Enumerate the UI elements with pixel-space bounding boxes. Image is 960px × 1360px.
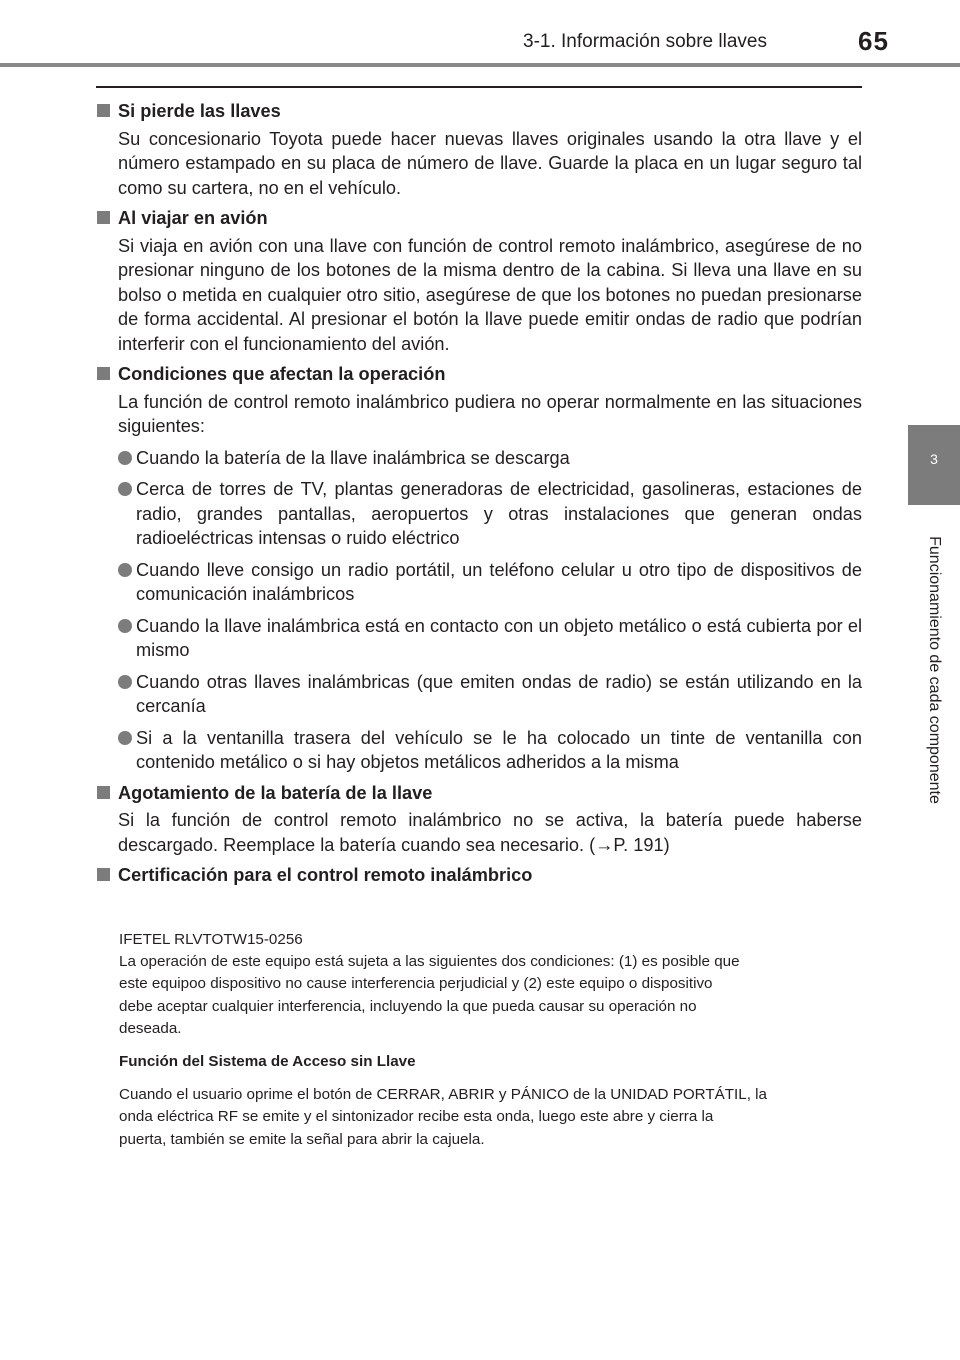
- section-title: 3-1. Información sobre llaves: [523, 31, 767, 52]
- section-paragraph: Su concesionario Toyota puede hacer nuevas llaves originales usando la otra llave y el número estampado en su placa de número de llave. Guarde la placa en un lugar seguro tal como su cartera, no en el vehículo.: [118, 128, 862, 198]
- square-bullet-icon: [97, 868, 110, 881]
- square-bullet-icon: [97, 104, 110, 117]
- circle-bullet-icon: [118, 451, 132, 465]
- list-item: Cerca de torres de TV, plantas generadoras de electricidad, gasolineras, estaciones de radio, grandes pantallas, aeropuertos y otras instalaciones que generan ondas radioeléctricas intensas o ruido eléctrico: [96, 477, 862, 551]
- list-item: Cuando la llave inalámbrica está en contacto con un objeto metálico o está cubierta por el mismo: [96, 614, 862, 663]
- section-heading: Agotamiento de la batería de la llave: [96, 781, 862, 806]
- certification-line: deseada.: [119, 1019, 182, 1037]
- square-bullet-icon: [97, 367, 110, 380]
- chapter-tab: [908, 425, 960, 505]
- square-bullet-icon: [97, 211, 110, 224]
- certification-line: La operación de este equipo está sujeta a las siguientes dos condiciones: (1) es posible que: [119, 953, 740, 971]
- circle-bullet-icon: [118, 619, 132, 633]
- chapter-number: 3: [930, 451, 938, 467]
- certification-line: este equipoo dispositivo no cause interferencia perjudicial y (2) este equipo o dispositivo: [119, 975, 713, 993]
- chapter-label: Funcionamiento de cada componente: [926, 536, 943, 804]
- page-number: 65: [858, 26, 889, 56]
- list-item: Si a la ventanilla trasera del vehículo se le ha colocado un tinte de ventanilla con contenido metálico o si hay objetos metálicos adheridos a la misma: [96, 726, 862, 775]
- content-rule: [96, 86, 862, 88]
- certification-subheading: Función del Sistema de Acceso sin Llave: [119, 1053, 416, 1071]
- section-paragraph: Si la función de control remoto inalámbrico no se activa, la batería puede haberse descargado. Reemplace la batería cuando sea necesario. (→P. 191): [118, 810, 862, 855]
- header-rule: [0, 63, 960, 67]
- certification-line: debe aceptar cualquier interferencia, incluyendo la que pueda causar su operación no: [119, 997, 697, 1015]
- section-paragraph: Si viaja en avión con una llave con función de control remoto inalámbrico, asegúrese de no presionar ninguno de los botones de la misma dentro de la cabina. Si lleva una llave en su bolso o metida en cualquier otro sitio, asegúrese de que los botones no puedan presionarse de forma accidental. Al presionar el botón la llave puede emitir ondas de radio que podrían interferir con el funcionamiento del avión.: [118, 235, 862, 354]
- certification-line: onda eléctrica RF se emite y el sintonizador recibe esta onda, luego este abre y cierra la: [119, 1108, 714, 1126]
- section-heading: Si pierde las llaves: [96, 99, 862, 124]
- certification-line: Cuando el usuario oprime el botón de CERRAR, ABRIR y PÁNICO de la UNIDAD PORTÁTIL, la: [119, 1086, 767, 1104]
- square-bullet-icon: [97, 786, 110, 799]
- circle-bullet-icon: [118, 675, 132, 689]
- section-paragraph: La función de control remoto inalámbrico pudiera no operar normalmente en las situaciones siguientes:: [118, 391, 862, 436]
- section-heading: Certificación para el control remoto inalámbrico: [96, 863, 862, 888]
- certification-line: puerta, también se emite la señal para abrir la cajuela.: [119, 1130, 485, 1148]
- chapter-label-box: [908, 505, 960, 835]
- list-item: Cuando la batería de la llave inalámbrica se descarga: [96, 446, 862, 471]
- certification-code: IFETEL RLVTOTW15-0256: [119, 931, 303, 948]
- section-heading: Al viajar en avión: [96, 206, 862, 231]
- section-heading: Condiciones que afectan la operación: [96, 362, 862, 387]
- certification-block: [119, 929, 819, 1151]
- list-item: Cuando lleve consigo un radio portátil, un teléfono celular u otro tipo de dispositivos de comunicación inalámbricos: [96, 558, 862, 607]
- list-item: Cuando otras llaves inalámbricas (que emiten ondas de radio) se están utilizando en la cercanía: [96, 670, 862, 719]
- circle-bullet-icon: [118, 563, 132, 577]
- circle-bullet-icon: [118, 482, 132, 496]
- main-content: [96, 99, 862, 888]
- circle-bullet-icon: [118, 731, 132, 745]
